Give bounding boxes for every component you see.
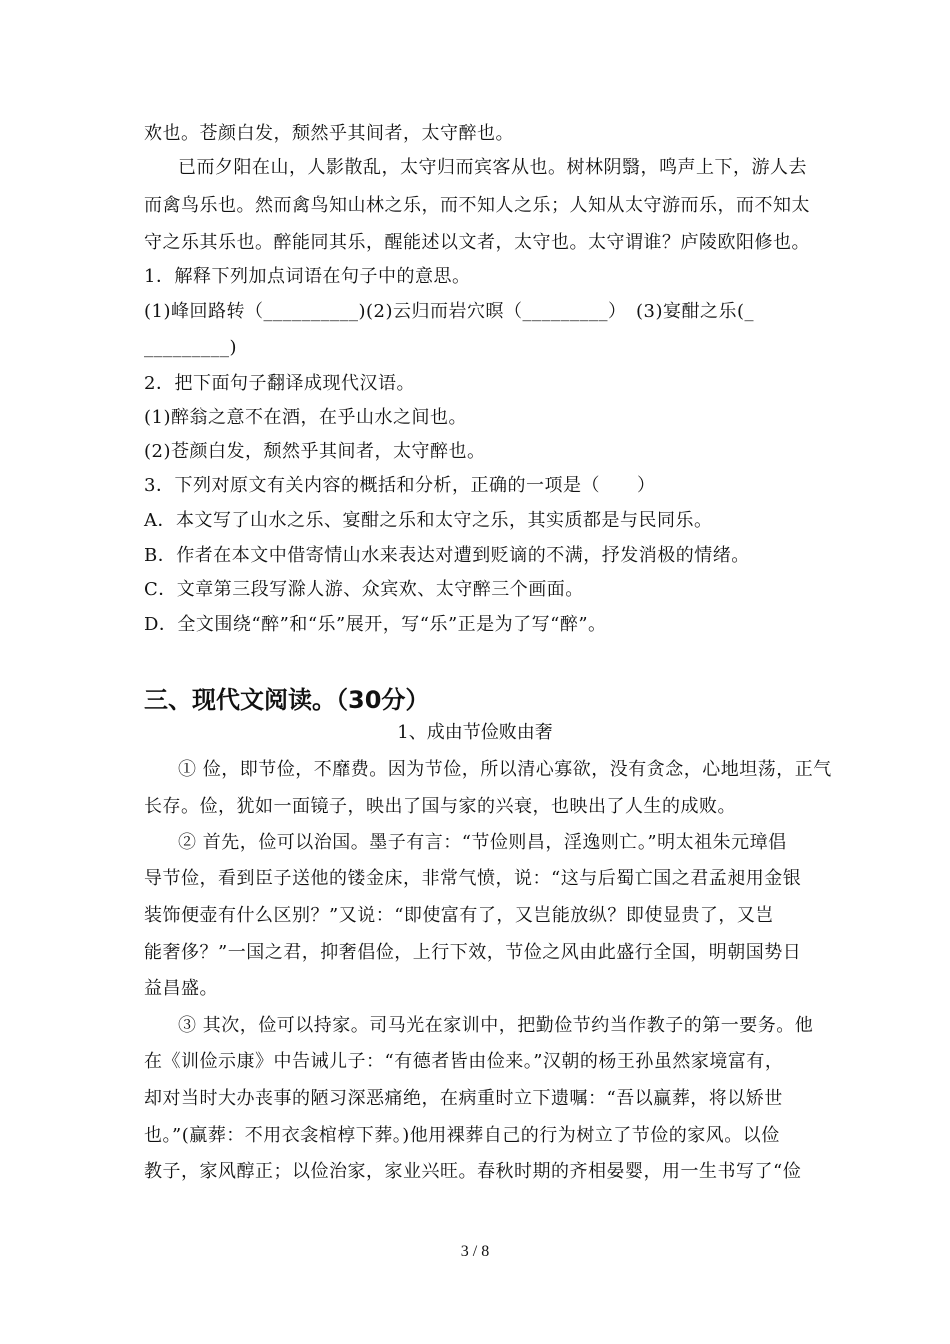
- paragraph-2-line: 装饰便壶有什么区别？”又说：“即使富有了，又岂能放纵？即使显贵了，又岂: [144, 905, 774, 926]
- option-c: C．文章第三段写滁人游、众宾欢、太守醉三个画面。: [144, 579, 584, 600]
- option-a: A．本文写了山水之乐、宴酣之乐和太守之乐，其实质都是与民同乐。: [144, 510, 713, 531]
- paragraph-2-line: ② 首先，俭可以治国。墨子有言：“节俭则昌，淫逸则亡。”明太祖朱元璋倡: [178, 832, 787, 853]
- question-3: 3．下列对原文有关内容的概括和分析，正确的一项是（ ）: [144, 475, 656, 496]
- paragraph-3-line: ③ 其次，俭可以持家。司马光在家训中，把勤俭节约当作教子的第一要务。他: [178, 1015, 814, 1036]
- question-1: 1．解释下列加点词语在句子中的意思。: [144, 266, 471, 287]
- passage-line: 守之乐其乐也。醉能同其乐，醒能述以文者，太守也。太守谓谁？庐陵欧阳修也。: [144, 232, 810, 253]
- question-2-item-2: (2)苍颜白发，颓然乎其间者，太守醉也。: [144, 441, 486, 462]
- passage-line: 已而夕阳在山，人影散乱，太守归而宾客从也。树林阴翳，鸣声上下，游人去: [178, 157, 807, 178]
- option-d: D．全文围绕“醉”和“乐”展开，写“乐”正是为了写“醉”。: [144, 614, 607, 635]
- paragraph-2-line: 能奢侈？”一国之君，抑奢倡俭，上行下效，节俭之风由此盛行全国，明朝国势日: [144, 942, 802, 963]
- question-2: 2．把下面句子翻译成现代汉语。: [144, 373, 415, 394]
- paragraph-2-line: 益昌盛。: [144, 978, 218, 999]
- page-number: 3 / 8: [460, 1243, 490, 1260]
- passage-line: 而禽鸟乐也。然而禽鸟知山林之乐，而不知人之乐；人知从太守游而乐，而不知太: [144, 195, 810, 216]
- question-2-item-1: (1)醉翁之意不在酒，在乎山水之间也。: [144, 407, 467, 428]
- option-b: B．作者在本文中借寄情山水来表达对遭到贬谪的不满，抒发消极的情绪。: [144, 545, 750, 566]
- paragraph-1-line: 长存。俭，犹如一面镜子，映出了国与家的兴衰，也映出了人生的成败。: [144, 796, 736, 817]
- paragraph-3-line: 也。”(赢葬：不用衣衾棺椁下葬。)他用裸葬自己的行为树立了节俭的家风。以俭: [144, 1125, 780, 1146]
- question-1-items-cont: _________): [144, 337, 238, 358]
- paragraph-3-line: 却对当时大办丧事的陋习深恶痛绝，在病重时立下遗嘱：“吾以赢葬，将以矫世: [144, 1088, 783, 1109]
- paragraph-3-line: 教子，家风醇正；以俭治家，家业兴旺。春秋时期的齐相晏婴，用一生书写了“俭: [144, 1161, 802, 1182]
- paragraph-1-line: ① 俭，即节俭，不靡费。因为节俭，所以清心寡欲，没有贪念，心地坦荡，正气: [178, 759, 832, 780]
- section-heading: 三、现代文阅读。（30分）: [144, 686, 430, 714]
- article-title: 1、成由节俭败由奢: [397, 722, 553, 743]
- paragraph-2-line: 导节俭，看到臣子送他的镂金床，非常气愤，说：“这与后蜀亡国之君孟昶用金银: [144, 868, 802, 889]
- paragraph-3-line: 在《训俭示康》中告诫儿子：“有德者皆由俭来。”汉朝的杨王孙虽然家境富有，: [144, 1051, 784, 1072]
- question-1-items: (1)峰回路转（__________)(2)云归而岩穴暝（_________） (3)宴酣之乐(_: [144, 301, 755, 322]
- passage-line: 欢也。苍颜白发，颓然乎其间者，太守醉也。: [144, 123, 514, 144]
